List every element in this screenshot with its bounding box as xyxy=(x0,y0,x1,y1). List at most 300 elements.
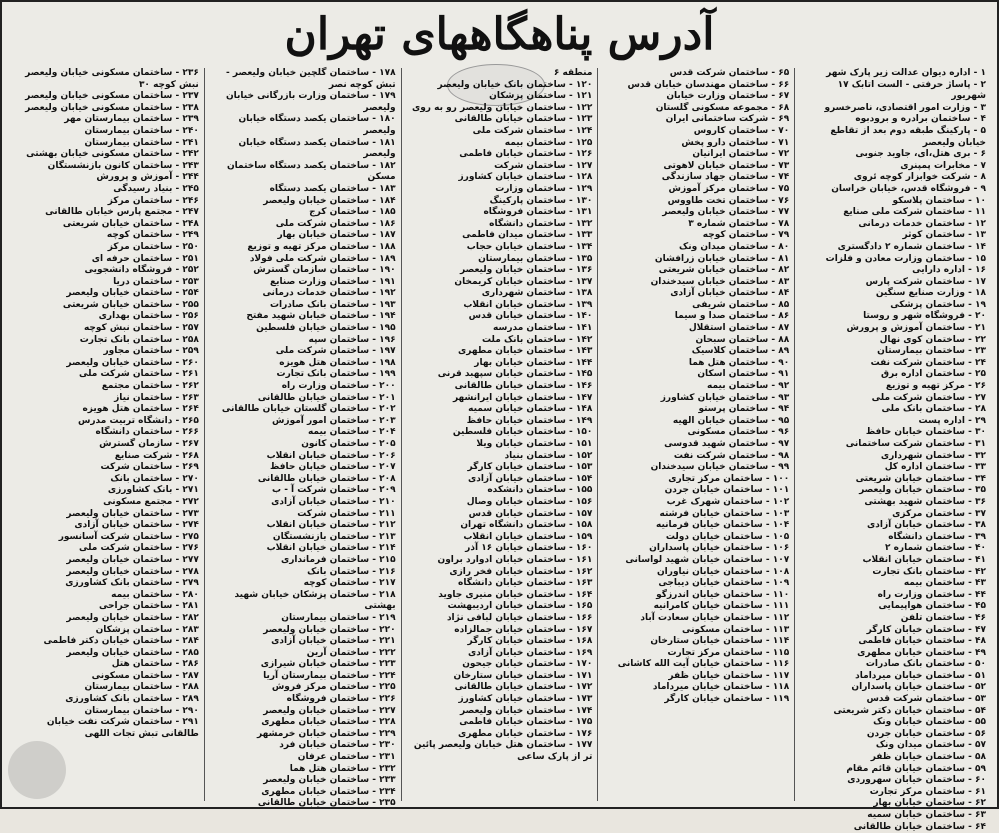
address-entry: ۲۲۰ - ساختمان خیابان ولیعصر xyxy=(263,624,396,635)
address-entry: ۶۶ - ساختمان مهندسان خیابان قدس xyxy=(627,79,790,90)
address-entry: ۲۹۰ - ساختمان بیمارستان xyxy=(84,705,199,716)
address-entry: ۷۳ - ساختمان خیابان لاهوتی xyxy=(663,160,790,171)
address-entry: ۲۲۳ - ساختمان خیابان شیرازی xyxy=(260,659,396,670)
address-entry: ۱۴ - ساختمان شماره ۲ دادگستری xyxy=(837,241,986,252)
address-entry: ۱۰۳ - ساختمان خیابان فرشته xyxy=(659,508,790,519)
address-entry: ۲۱۳ - ساختمان بازنشستگان xyxy=(272,531,396,542)
address-entry: ۲۸۳ - ساختمان پزشکان xyxy=(95,624,199,635)
address-entry: ۹۷ - ساختمان شهید قدوسی xyxy=(664,439,790,449)
address-entry: ۱۱۵ - ساختمان مرکز تجارت xyxy=(667,647,790,658)
address-entry: ۱۰۸ - ساختمان خیابان نیاوران xyxy=(657,566,790,577)
address-entry: ۲۴۶ - ساختمان مرکز xyxy=(107,195,199,206)
address-entry: ۴۶ - ساختمان تلفن xyxy=(900,612,986,623)
address-entry: ۲۹ - اداره پست xyxy=(918,415,986,426)
address-entry: ۱۸۶ - ساختمان شرکت ملی xyxy=(275,218,396,229)
address-entry: ۲۴۱ - ساختمان بیمارستان xyxy=(84,137,199,148)
address-entry: ۱۰۴ - ساختمان خیابان فرمانیه xyxy=(656,520,790,531)
address-entry: ۳۵ - ساختمان خیابان ولیعصر xyxy=(859,485,986,496)
address-entry: ۲۶۸ - شرکت صنایع xyxy=(114,450,199,461)
address-entry: ۲۲۴ - ساختمان بیمارستان آریا xyxy=(263,670,396,681)
address-entry: ۱۲۴ - ساختمان شرکت ملی xyxy=(472,125,593,136)
address-entry: ۱۹۲ - ساختمان خدمات درمانی xyxy=(262,288,396,299)
address-entry: ۲۲ - ساختمان کوی نهال xyxy=(879,334,986,345)
address-entry: ۲۶۷ - سازمان گسترش xyxy=(99,439,199,449)
address-entry: ۲۱۸ - ساختمان پزشکان خیابان شهید بهشتی xyxy=(234,589,396,612)
address-entry: ۳۲ - ساختمان شهرداری xyxy=(880,450,986,461)
address-entry: ۶۴ - ساختمان خیابان طالقانی xyxy=(853,821,986,832)
address-entry: ۲۳۸ - ساختمان مسکونی خیابان ولیعصر xyxy=(25,102,199,113)
address-entry: ۱۶ - اداره دارایی xyxy=(912,265,986,276)
address-entry: ۲۰۳ - ساختمان امور آموزش xyxy=(271,415,396,426)
address-entry: ۱۱۱ - ساختمان خیابان کامرانیه xyxy=(653,601,790,612)
address-entry: ۷۴ - ساختمان جهاد سازندگی xyxy=(661,172,790,183)
address-entry: ۱۶۹ - ساختمان خیابان آزادی xyxy=(467,647,593,658)
address-entry: ۱۲ - ساختمان خدمات درمانی xyxy=(858,218,986,229)
address-entry: ۲۸۴ - ساختمان خیابان دکتر فاطمی xyxy=(43,636,199,647)
address-entry: ۲۸۸ - ساختمان بیمارستان xyxy=(84,682,199,693)
address-entry: ۶۵ - ساختمان شرکت قدس xyxy=(669,68,790,78)
address-entry: ۱۰۹ - ساختمان خیابان دیباجی xyxy=(658,578,790,589)
address-entry: ۹ - فروشگاه قدس، خیابان خراسان xyxy=(831,183,986,194)
address-entry: ۱۷۷ - ساختمان هتل خیابان ولیعصر پائین تر از پارک ساعی xyxy=(413,740,593,763)
address-entry: ۴ - ساختمان برادره و برودبوه xyxy=(855,114,986,125)
address-entry: ۱۸۲ - ساختمان یکصد دستگاه ساختمان مسکن xyxy=(227,160,396,183)
address-entry: ۲۵۳ - ساختمان دریا xyxy=(113,276,199,287)
address-entry: ۲۵ - ساختمان اداره برق xyxy=(880,369,986,380)
address-entry: ۱۳۲ - ساختمان دانشگاه xyxy=(489,218,593,229)
address-entry: ۱۱۷ - ساختمان خیابان ظفر xyxy=(668,670,790,681)
address-entry: ۱۷ - ساختمان شرکت پارس xyxy=(865,276,986,287)
address-entry: ۱۴۹ - ساختمان خیابان حافظ xyxy=(466,415,593,426)
address-entry: ۱۰۰ - ساختمان مرکز تجاری xyxy=(668,473,790,484)
address-entry: ۸۶ - ساختمان صدا و سیما xyxy=(674,311,790,322)
address-entry: ۴۳ - ساختمان بیمه xyxy=(903,578,986,589)
address-entry: ۱۹۷ - ساختمان شرکت ملی xyxy=(275,346,396,357)
address-entry: ۸۰ - ساختمان میدان ونک xyxy=(679,241,790,252)
address-entry: ۲۸۶ - ساختمان هتل xyxy=(111,659,199,670)
address-entry: ۱۲۵ - ساختمان بیمه xyxy=(504,137,593,148)
address-entry: ۲۰۲ - ساختمان گلستان خیابان طالقانی xyxy=(221,404,396,415)
address-entry: ۱۸۴ - ساختمان خیابان ولیعصر xyxy=(263,195,396,206)
address-entry: ۸۸ - ساختمان سبحان xyxy=(695,334,790,345)
address-entry: ۱۴۲ - ساختمان بانک ملت xyxy=(482,334,593,345)
address-entry: ۹۶ - ساختمان مسکونی xyxy=(687,427,790,438)
address-entry: ۱۴۶ - ساختمان خیابان طالقانی xyxy=(454,381,593,392)
address-entry: ۲۶۹ - ساختمان شرکت xyxy=(100,462,199,473)
address-entry: ۱۹۰ - ساختمان سازمان گسترش xyxy=(253,265,396,276)
address-entry: ۱۰۶ - ساختمان خیابان پاسداران xyxy=(649,543,790,554)
address-entry: ۵۳ - ساختمان شرکت قدس xyxy=(866,694,986,705)
column-3 xyxy=(401,68,598,801)
address-entry: ۲۱۱ - ساختمان شرکت xyxy=(297,508,396,519)
address-entry: ۱۶۶ - ساختمان خیابان لبافی نژاد xyxy=(446,612,593,623)
address-entry: ۶۸ - مجموعه مسکونی گلستان xyxy=(655,102,790,113)
address-entry: ۱۴۱ - ساختمان مدرسه xyxy=(493,323,593,334)
address-entry: ۱۲۷ - ساختمان شرکت xyxy=(494,160,593,171)
address-entry: ۲۳۷ - ساختمان مسکونی خیابان ولیعصر xyxy=(25,91,199,102)
address-entry: ۱۱۲ - ساختمان خیابان سعادت آباد xyxy=(640,612,790,623)
address-entry: ۱۴۳ - ساختمان خیابان مطهری xyxy=(458,346,593,357)
address-entry: ۲۸۰ - ساختمان بیمه xyxy=(111,589,199,600)
address-entry: ۷۵ - ساختمان مرکز آموزش xyxy=(668,183,790,194)
address-entry: ۱۲۹ - ساختمان وزارت xyxy=(495,183,593,194)
address-entry: ۱۷۹ - ساختمان وزارت بازرگانی خیابان ولیعصر xyxy=(225,91,396,113)
address-entry: ۱۱۴ - ساختمان خیابان ستارخان xyxy=(650,636,790,647)
address-entry: ۸۴ - ساختمان خیابان آزادی xyxy=(670,288,790,299)
address-entry: ۹۵ - ساختمان خیابان الهیه xyxy=(672,415,790,426)
address-entry: ۱۹۹ - ساختمان بانک تجارت xyxy=(276,369,396,380)
address-entry: ۲۳۶ - ساختمان مسکونی خیابان ولیعصر نبش کوچه ۳۰ xyxy=(25,68,199,90)
address-entry: ۳۱ - ساختمان شرکت ساختمانی xyxy=(845,439,986,449)
address-entry: ۹۲ - ساختمان بیمه xyxy=(707,381,790,392)
address-entry: ۱۸۸ - ساختمان مرکز تهیه و توزیع xyxy=(247,241,396,252)
address-entry: ۲۲۱ - ساختمان خیابان آزادی xyxy=(271,636,396,647)
address-entry: ۸۱ - ساختمان خیابان زرافشان xyxy=(654,253,790,264)
address-entry: ۱۹۳ - ساختمان بانک صادرات xyxy=(270,299,396,310)
address-entry: ۵۱ - ساختمان خیابان میرداماد xyxy=(855,670,986,681)
address-entry: ۲۸۲ - ساختمان خیابان ولیعصر xyxy=(66,612,199,623)
address-entry: ۷۹ - ساختمان کوچه xyxy=(702,230,790,241)
address-entry: ۲۱۶ - ساختمان بانک xyxy=(307,566,396,577)
address-entry: ۷۰ - ساختمان کاروس xyxy=(693,125,790,136)
address-entry: ۱۷۶ - ساختمان خیابان مطهری xyxy=(458,728,593,739)
address-entry: ۱۵۵ - ساختمان دانشکده xyxy=(487,485,593,496)
address-entry: ۵۲ - ساختمان خیابان پاسداران xyxy=(851,682,986,693)
address-entry: ۳۷ - ساختمان مرکزی xyxy=(892,508,986,519)
address-entry: ۱۴۵ - ساختمان خیابان سپهبد قرنی xyxy=(437,369,593,380)
address-entry: ۱۴۰ - ساختمان خیابان قدس xyxy=(468,311,593,322)
address-entry: ۲۴۳ - ساختمان کانون بازنشستگان xyxy=(47,160,199,171)
address-entry: ۲۲۶ - ساختمان فروشگاه xyxy=(286,694,396,705)
address-entry: ۲۱۹ - ساختمان بیمارستان xyxy=(281,612,396,623)
address-entry: ۹۸ - ساختمان شرکت نفت xyxy=(673,450,790,461)
address-entry: ۲۳۵ - ساختمان خیابان طالقانی xyxy=(257,798,396,809)
column-2 xyxy=(597,68,794,801)
address-entry: ۲۷۸ - ساختمان خیابان ولیعصر xyxy=(66,566,199,577)
address-entry: ۱۸۷ - ساختمان خیابان بهار xyxy=(277,230,396,241)
address-entry: ۸۹ - ساختمان کلاسیک xyxy=(691,346,790,357)
address-entry: ۱۶۸ - ساختمان خیابان کارگر xyxy=(467,636,593,647)
address-entry: ۲۸۱ - ساختمان جراحی xyxy=(98,601,199,612)
address-entry: ۱۳۴ - ساختمان خیابان حجاب xyxy=(466,241,593,252)
address-entry: ۹۱ - ساختمان اسکان xyxy=(697,369,790,380)
address-entry: ۲۴۸ - ساختمان خیابان شریعتی xyxy=(62,218,199,229)
address-entry: ۶۳ - ساختمان خیابان سمیه xyxy=(867,810,986,820)
address-entry: ۲۱۷ - ساختمان کوچه xyxy=(303,578,396,589)
address-entry: ۱۶۳ - ساختمان خیابان دانشگاه xyxy=(458,578,593,589)
address-entry: ۱۰۲ - ساختمان شهرک غرب xyxy=(666,496,790,507)
address-entry: ۸۵ - ساختمان شریفی xyxy=(692,299,790,310)
address-entry: ۳ - وزارت امور اقتصادی، ناصرخسرو xyxy=(824,102,986,113)
address-entry: ۱۹۵ - ساختمان خیابان فلسطین xyxy=(256,323,396,334)
address-entry: ۲۷۹ - ساختمان بانک کشاورزی xyxy=(65,578,199,589)
address-entry: ۱۲۸ - ساختمان خیابان کشاورز xyxy=(458,172,593,183)
address-entry: ۷۲ - ساختمان ایرانیان xyxy=(692,149,790,160)
address-entry: ۱۶۴ - ساختمان خیابان منیری جاوید xyxy=(438,589,593,600)
address-entry: ۲۷۷ - ساختمان خیابان ولیعصر xyxy=(66,554,199,565)
address-entry: ۲۰۸ - ساختمان خیابان طالقانی xyxy=(257,473,396,484)
address-entry: ۶۲ - ساختمان خیابان بهار xyxy=(873,798,986,809)
address-entry: ۲۱۴ - ساختمان خیابان انقلاب xyxy=(266,543,396,554)
address-entry: ۲۷۶ - ساختمان شرکت ملی xyxy=(79,543,199,554)
address-entry: ۷۷ - ساختمان خیابان ولیعصر xyxy=(662,207,790,218)
address-entry: ۷۱ - ساختمان دارو پخش xyxy=(681,137,790,148)
address-entry: ۱ - اداره دیوان عدالت زیر پارک شهر xyxy=(826,68,986,78)
address-entry: ۱۸ - وزارت صنایع سنگین xyxy=(875,288,986,299)
address-entry: ۱۸۹ - ساختمان شرکت ملی فولاد xyxy=(249,253,396,264)
address-entry: ۱۵۳ - ساختمان خیابان کارگر xyxy=(467,462,593,473)
address-entry: ۲۸۹ - ساختمان بانک کشاورزی xyxy=(65,694,199,705)
address-entry: ۱۳۳ - ساختمان میدان فاطمی xyxy=(462,230,593,241)
address-entry: ۲۸۵ - ساختمان خیابان ولیعصر xyxy=(66,647,199,658)
address-entry: ۱۷۵ - ساختمان خیابان فاطمی xyxy=(459,717,593,728)
address-entry: ۱۳۹ - ساختمان خیابان انقلاب xyxy=(463,299,593,310)
address-entry: ۳۳ - ساختمان اداره کل xyxy=(884,462,986,473)
address-entry: ۱۷۱ - ساختمان خیابان ستارخان xyxy=(453,670,593,681)
address-entry: ۷ - مخابرات پمپنری xyxy=(900,160,986,171)
address-entry: ۱۷۴ - ساختمان خیابان ولیعصر xyxy=(459,705,593,716)
address-entry: ۹۳ - ساختمان خیابان کشاورز xyxy=(660,392,790,403)
address-entry: ۳۶ - ساختمان شهید بهشتی xyxy=(864,496,986,507)
address-entry: ۱۰۱ - ساختمان خیابان جردن xyxy=(664,485,790,496)
address-entry: ۱۸۰ - ساختمان یکصد دستگاه خیابان ولیعصر xyxy=(238,114,396,136)
address-entry: ۲۵۱ - ساختمان حرفه ای xyxy=(91,253,199,264)
address-entry: ۲۲۵ - ساختمان مرکز فروش xyxy=(271,682,396,693)
address-entry: ۲۵۸ - ساختمان بانک تجارت xyxy=(79,334,199,345)
address-entry: ۱۸۳ - ساختمان یکصد دستگاه xyxy=(269,183,396,194)
address-entry: ۲۳۳ - ساختمان خیابان ولیعصر xyxy=(263,775,396,786)
address-entry: ۳۹ - ساختمان دانشگاه xyxy=(888,531,986,542)
address-entry: ۲۳۹ - ساختمان بیمارستان مهر xyxy=(64,114,199,125)
address-entry: ۲۷ - ساختمان شرکت ملی xyxy=(871,392,986,403)
address-entry: ۱۱۶ - ساختمان خیابان آیت الله کاشانی xyxy=(617,659,790,670)
address-entry: ۵۵ - ساختمان خیابان ونک xyxy=(873,717,986,728)
address-entry: ۲۳۴ - ساختمان خیابان مطهری xyxy=(261,786,396,797)
address-entry: ۲۷۲ - مجتمع مسکونی xyxy=(103,496,199,507)
address-entry: ۱۳۶ - ساختمان خیابان ولیعصر xyxy=(459,265,593,276)
address-entry: ۱۳۸ - ساختمان شهرداری xyxy=(481,288,593,299)
address-entry: ۲۴۴ - آموزش و پرورش xyxy=(96,172,199,183)
address-entry: ۱۹۱ - ساختمان وزارت صنایع xyxy=(270,276,396,287)
address-entry: ۶۷ - ساختمان وزارت خیابان xyxy=(666,91,790,102)
address-entry: ۲۱۰ - ساختمان خیابان آزادی xyxy=(271,496,396,507)
address-entry: ۲۵۰ - ساختمان مرکز xyxy=(107,241,199,252)
address-entry: ۲۵۴ - ساختمان خیابان ولیعصر xyxy=(66,288,199,299)
address-entry: ۱۵۹ - ساختمان خیابان انقلاب xyxy=(463,531,593,542)
address-entry: ۵۰ - ساختمان بانک صادرات xyxy=(865,659,986,670)
address-entry: ۲۷۳ - ساختمان خیابان ولیعصر xyxy=(66,508,199,519)
address-entry: ۳۸ - ساختمان خیابان آزادی xyxy=(867,520,986,531)
address-entry: ۱۸۵ - ساختمان کرج xyxy=(309,207,396,218)
address-entry: ۲۴۵ - بنیاد رسیدگی xyxy=(113,183,199,194)
address-entry: ۱۱۹ - ساختمان خیابان کارگر xyxy=(664,694,790,705)
address-entry: ۹۹ - ساختمان خیابان سیدخندان xyxy=(650,462,790,473)
address-entry: ۴۱ - ساختمان خیابان انقلاب xyxy=(862,554,986,565)
address-entry: ۱۳۵ - ساختمان بیمارستان xyxy=(478,253,593,264)
address-entry: ۱۳۰ - ساختمان پارکینگ xyxy=(489,195,593,206)
address-entry: ۲۳ - ساختمان بیمارستان xyxy=(877,346,986,357)
address-entry: ۴۸ - ساختمان خیابان فاطمی xyxy=(858,636,986,647)
address-entry: ۲۶۰ - ساختمان خیابان ولیعصر xyxy=(66,357,199,368)
address-entry: ۲۲۹ - ساختمان خیابان خرمشهر xyxy=(257,728,396,739)
address-entry: ۱۴۸ - ساختمان خیابان سمیه xyxy=(468,404,593,415)
address-entry: ۱۳۱ - ساختمان فروشگاه xyxy=(483,207,593,218)
watermark-logo xyxy=(8,741,66,799)
address-entry: ۱۹۴ - ساختمان خیابان شهید مفتح xyxy=(246,311,396,322)
address-entry: ۳۰ - ساختمان خیابان حافظ xyxy=(865,427,986,438)
address-entry: ۲۰۷ - ساختمان خیابان حافظ xyxy=(269,462,396,473)
address-entry: ۲۰۵ - ساختمان کانون xyxy=(301,439,396,449)
address-entry: ۱۲۲ - ساختمان خیابان ولیعصر رو به روی xyxy=(411,102,593,113)
address-entry: ۱۲۱ - ساختمان پزشکان xyxy=(489,91,593,102)
address-entry: ۲۵۲ - فروشگاه دانشجویی xyxy=(84,265,199,276)
address-entry: ۸ - شرکت خوابزار کوچه ئروی xyxy=(853,172,986,183)
address-entry: ۲۸۷ - ساختمان مسکونی xyxy=(91,670,199,681)
address-entry: ۲۹۱ - ساختمان شرکت نفت خیابان طالقانی تبش تجات اللهی xyxy=(46,717,199,739)
address-entry: ۱۵۲ - ساختمان بنیاد xyxy=(504,450,593,461)
address-entry: ۴۷ - ساختمان خیابان کارگر xyxy=(866,624,986,635)
address-entry: ۹۰ - ساختمان هتل هما xyxy=(688,357,790,368)
address-entry: ۱۵۱ - ساختمان خیابان ویلا xyxy=(476,439,593,449)
address-entry: ۲۴۹ - ساختمان کوچه xyxy=(106,230,199,241)
address-entry: ۵۹ - ساختمان خیابان قائم مقام xyxy=(846,763,986,774)
address-entry: ۱۰ - ساختمان پلاسکو xyxy=(892,195,986,206)
address-entry: ۲۳۲ - ساختمان هتل هما xyxy=(289,763,396,774)
address-entry: ۲۵۵ - ساختمان خیابان شریعتی xyxy=(62,299,199,310)
column-4 xyxy=(204,68,401,809)
address-entry: ۵۶ - ساختمان خیابان جردن xyxy=(866,728,986,739)
column-1 xyxy=(794,68,991,832)
address-entry: ۲۲۷ - ساختمان خیابان ولیعصر xyxy=(263,705,396,716)
address-entry: ۲۸ - ساختمان بانک ملی xyxy=(881,404,986,415)
address-entry: ۲۱ - ساختمان آموزش و پرورش xyxy=(846,323,986,334)
address-entry: ۲۶ - مرکز تهیه و توزیع xyxy=(885,381,986,392)
address-entry: ۲۷۰ - ساختمان بانک xyxy=(110,473,199,484)
address-entry: ۲۱۲ - ساختمان خیابان انقلاب xyxy=(266,520,396,531)
address-entry: ۱۹۸ - ساختمان هتل هویزه xyxy=(279,357,396,368)
address-entry: ۱۳ - ساختمان کوثر xyxy=(902,230,986,241)
address-entry: ۴۰ - ساختمان شماره ۲ xyxy=(884,543,986,554)
address-entry: ۲۳۰ - ساختمان خیابان فرد xyxy=(279,740,396,751)
address-entry: ۱۱۳ - ساختمان مسکونی xyxy=(682,624,790,635)
address-entry: ۸۷ - ساختمان استقلال xyxy=(688,323,790,334)
address-entry: ۱۵۷ - ساختمان خیابان قدس xyxy=(468,508,593,519)
address-entry: ۶۱ - ساختمان مرکز تجارت xyxy=(869,786,986,797)
address-entry: ۲۶۳ - ساختمان نیاز xyxy=(114,392,199,403)
address-entry: ۲۰ - فروشگاه شهر و روستا xyxy=(863,311,986,322)
address-columns xyxy=(8,68,991,832)
address-entry: ۲۰۴ - ساختمان بیمه xyxy=(307,427,396,438)
address-entry: ۲۴۷ - مجتمع پارس خیابان طالقانی xyxy=(45,207,199,218)
address-entry: ۲۲۸ - ساختمان خیابان مطهری xyxy=(261,717,396,728)
address-entry: ۱۶۲ - ساختمان خیابان فخر رازی xyxy=(449,566,593,577)
address-entry: ۹۴ - ساختمان پرستو xyxy=(698,404,790,415)
address-entry: ۵۷ - ساختمان میدان ونک xyxy=(875,740,986,751)
address-entry: ۴۹ - ساختمان خیابان مطهری xyxy=(857,647,986,658)
address-entry: ۲۰۰ - ساختمان وزارت راه xyxy=(281,381,396,392)
address-entry: ۱۷۲ - ساختمان خیابان طالقانی xyxy=(454,682,593,693)
address-entry: ۱۵۰ - ساختمان خیابان فلسطین xyxy=(452,427,593,438)
address-entry: ۱۲۰ - ساختمان بانک خیابان ولیعصر xyxy=(437,79,593,90)
address-entry: ۲۱۵ - ساختمان فرمانداری xyxy=(280,554,396,565)
address-entry: ۱۷۰ - ساختمان خیابان جیحون xyxy=(462,659,593,670)
address-entry: ۲۳۱ - ساختمان عرفان xyxy=(297,752,396,763)
address-entry: ۱۳۷ - ساختمان خیابان کریمخان xyxy=(454,276,593,287)
address-entry: ۲۵۶ - ساختمان بهداری xyxy=(98,311,199,322)
address-entry: ۱۹۶ - ساختمان سپه xyxy=(308,334,396,345)
address-entry: ۵۸ - ساختمان خیابان ظفر xyxy=(870,752,986,763)
address-entry: ۶ - بری هتل،ای، جاوید جنوبی xyxy=(855,149,986,160)
address-entry: ۱۰۵ - ساختمان خیابان دولت xyxy=(665,531,790,542)
address-entry: ۲۵۷ - ساختمان نبش کوچه xyxy=(83,323,199,334)
address-entry: ۲۰۹ - ساختمان شرکت آ - ب xyxy=(272,485,396,496)
address-entry: ۱۶۱ - ساختمان خیابان ادوارد براون xyxy=(437,554,593,565)
address-entry: ۸۲ - ساختمان خیابان شریعتی xyxy=(658,265,790,276)
address-entry: ۱۵۴ - ساختمان خیابان آزادی xyxy=(467,473,593,484)
address-entry: ۷۸ - ساختمان شماره ۳ xyxy=(688,218,790,229)
address-entry: ۵۴ - ساختمان خیابان دکتر شریعتی xyxy=(833,705,986,716)
address-entry: ۱۶۵ - ساختمان خیابان اردیبهشت xyxy=(447,601,593,612)
address-entry: ۲۶۶ - ساختمان دانشگاه xyxy=(95,427,199,438)
column-5 xyxy=(8,68,204,801)
page-title: آدرس پناهگاههای تهران xyxy=(284,9,715,60)
address-entry: ۲۲۲ - ساختمان آرین xyxy=(306,647,396,658)
address-entry: ۲۷۵ - ساختمان شرکت آسانسور xyxy=(58,531,199,542)
address-entry: ۱۵ - ساختمان وزارت معادن و فلزات xyxy=(825,253,986,264)
address-entry: ۱۴۴ - ساختمان خیابان بهار xyxy=(474,357,593,368)
address-entry: ۱۱۰ - ساختمان خیابان اندرزگو xyxy=(656,589,790,600)
address-entry: ۱۹ - ساختمان پزشکی xyxy=(890,299,986,310)
address-entry: ۱۲۶ - ساختمان خیابان فاطمی xyxy=(459,149,593,160)
address-entry: ۶۰ - ساختمان خیابان سهروردی xyxy=(847,775,986,786)
address-entry: ۴۵ - ساختمان هواپیمایی xyxy=(878,601,986,612)
address-entry: ۵ - پارکینگ طبقه دوم بعد از تقاطع خیابان ولیعصر xyxy=(830,125,986,148)
address-entry: ۴۴ - ساختمان وزارت راه xyxy=(877,589,986,600)
address-entry: ۳۴ - ساختمان خیابان شریعتی xyxy=(855,473,986,484)
address-entry: ۲۷۴ - ساختمان خیابان آزادی xyxy=(74,520,199,531)
address-entry: ۲۰۶ - ساختمان خیابان انقلاب xyxy=(266,450,396,461)
address-entry: ۲۷۱ - بانک کشاورزی xyxy=(107,485,199,496)
address-entry: ۱۲۳ - ساختمان خیابان طالقانی xyxy=(454,114,593,125)
address-entry: ۱۶۷ - ساختمان خیابان جمالزاده xyxy=(454,624,593,635)
address-entry: ۲۴۲ - ساختمان مسکونی خیابان بهشتی xyxy=(26,149,199,160)
address-entry: ۱۷۸ - ساختمان گلچین خیابان ولیعصر - تبش کوچه نصر xyxy=(226,68,396,90)
address-entry: ۱۵۶ - ساختمان خیابان وصال xyxy=(466,496,593,507)
address-entry: ۲۴۰ - ساختمان بیمارستان xyxy=(84,125,199,136)
address-entry: ۱۰۷ - ساختمان خیابان شهید لواسانی xyxy=(625,554,790,565)
address-entry: ۷۶ - ساختمان تخت طاووس xyxy=(667,195,790,206)
address-entry: ۴۲ - ساختمان بانک تجارت xyxy=(872,566,986,577)
address-entry: ۱۱۸ - ساختمان خیابان میرداماد xyxy=(652,682,790,693)
address-entry: ۲۰۱ - ساختمان خیابان طالقانی xyxy=(257,392,396,403)
address-entry: ۸۳ - ساختمان خیابان سیدخندان xyxy=(650,276,790,287)
address-entry: ۱۶۰ - ساختمان خیابان ۱۶ آذر xyxy=(465,543,593,554)
address-entry: ۱۸۱ - ساختمان یکصد دستگاه خیابان ولیعصر xyxy=(238,137,396,160)
address-entry: ۱۱ - ساختمان شرکت ملی صنایع xyxy=(843,207,986,218)
address-entry: ۱۵۸ - ساختمان دانشگاه تهران xyxy=(460,520,593,531)
address-entry: منطقه ۶ xyxy=(553,68,593,78)
address-entry: ۲۴ - ساختمان شرکت نفت xyxy=(870,357,986,368)
address-entry: ۲۶۴ - ساختمان هتل هویزه xyxy=(82,404,199,415)
address-entry: ۲۶۵ - دانشگاه تربیت مدرس xyxy=(77,415,199,426)
address-entry: ۲۵۹ - ساختمان مجاور xyxy=(103,346,199,357)
address-entry: ۲۶۲ - ساختمان مجتمع xyxy=(101,381,199,392)
address-entry: ۲۶۱ - ساختمان شرکت ملی xyxy=(79,369,199,380)
address-entry: ۱۴۷ - ساختمان خیابان ایرانشهر xyxy=(452,392,593,403)
address-entry: ۲ - پاساژ حرفتی - الست اتابک ۱۷ شهریور xyxy=(837,79,986,102)
address-entry: ۱۷۳ - ساختمان خیابان کشاورز xyxy=(458,694,593,705)
address-entry: ۶۹ - شرکت ساختمانی ایران xyxy=(665,114,790,125)
